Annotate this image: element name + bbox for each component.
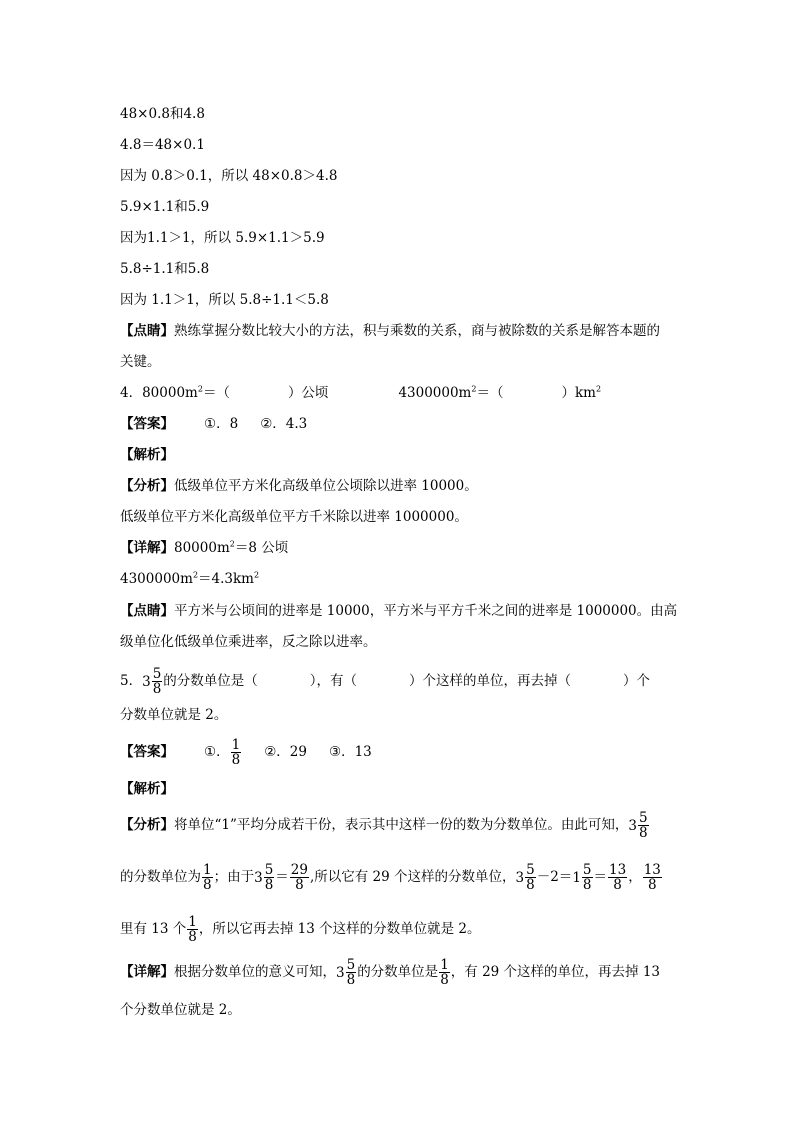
text-line: 5.8÷1.1和5.8 xyxy=(120,261,210,277)
text-line: 低级单位平方米化高级单位平方千米除以进率 1000000。 xyxy=(120,509,468,525)
text-line: 4.8＝48×0.1 xyxy=(120,137,205,153)
dianjing-line xyxy=(120,601,677,621)
question-4 xyxy=(120,383,601,403)
xiangjie-line: 【详解】根据分数单位的意义可知， 3 $\frac{5}{8}$ 的分数单位是 $\frac{1}{8}$ ，有 29 个这样的单位，再去掉 13 xyxy=(120,956,661,988)
dianjing-text: 熟练掌握分数比较大小的方法，积与乘数的关系，商与被除数的关系是解答本题的 xyxy=(174,323,660,339)
mixed-fraction: 3 $\frac{5}{8}$ xyxy=(142,665,162,697)
answer-value: ②．4.3 xyxy=(260,416,308,432)
superscript: 2 xyxy=(471,384,477,394)
answer-line xyxy=(120,414,307,434)
fenxi-math-line: 的分数单位为 $\frac{1}{8}$ ；由于 3 $\frac{5}{8}$ ＝ $\frac{29}{8}$ ,所以它有 29 个这样的分数单位， 3 $\frac{5}{8}$ －2＝ 1 $\frac{5}{8}$ ＝ $\frac{13}{8}$ ， $\frac{13}{8}$ xyxy=(120,861,661,893)
dianjing-text: 平方米与公顷间的进率是 10000，平方米与平方千米之间的进率是 1000000。由高 xyxy=(174,603,678,619)
answer-value: ①．8 xyxy=(204,416,239,432)
q4-text: ）公顷 xyxy=(287,385,329,401)
xiangjie-line: 【详解】$80000m^2=8$ 公顷 xyxy=(120,539,289,556)
q4-text: ＝（ xyxy=(476,385,504,401)
answer-tag: 【答案】 xyxy=(120,744,174,760)
superscript: 2 xyxy=(192,570,199,580)
dianjing-line xyxy=(120,321,660,341)
superscript: 2 xyxy=(253,570,260,580)
answer-line: 【答案】 ①． $\frac{1}{8}$ ②．29 ③．13 xyxy=(120,736,372,768)
text-line: 级单位化低级单位乘进率，反之除以进率。 xyxy=(120,634,377,650)
text-line: 48×0.8和4.8 xyxy=(120,106,205,122)
text-line: 5.9×1.1和5.9 xyxy=(120,199,210,215)
jiexi-tag: 【解析】 xyxy=(120,447,174,463)
xiangjie-tag: 【详解】 xyxy=(120,964,174,980)
dianjing-tag: 【点睛】 xyxy=(120,603,174,619)
text-line: 因为1.1＞1，所以 5.9×1.1＞5.9 xyxy=(120,230,325,246)
dianjing-tag: 【点睛】 xyxy=(120,323,174,339)
q4-text: 4300000m xyxy=(398,385,472,401)
fenxi-line: 里有 13 个 $\frac{1}{8}$ ，所以它再去掉 13 个这样的分数单位就是 2。 xyxy=(120,913,481,945)
fenxi-text: 低级单位平方米化高级单位公顷除以进率 10000。 xyxy=(174,478,478,494)
q4-text: ＝（ xyxy=(202,385,230,401)
question-5: 5． 3 $\frac{5}{8}$ 的分数单位是（ ），有（ ）个这样的单位，再去掉（ ）个 xyxy=(120,662,650,701)
q4-text: 4．80000m xyxy=(120,385,198,401)
fraction: $\frac{1}{8}$ xyxy=(231,736,241,768)
text-line: 分数单位就是 2。 xyxy=(120,707,228,723)
q4-text: ）km xyxy=(561,385,596,401)
superscript: 2 xyxy=(229,539,235,549)
xiangjie-tag: 【详解】 xyxy=(120,540,174,556)
answer-tag: 【答案】 xyxy=(120,416,174,432)
fenxi-line xyxy=(120,476,478,496)
fenxi-tag: 【分析】 xyxy=(120,817,174,833)
text-line: $4300000m^2=4.3km^2$ xyxy=(120,570,260,587)
superscript: 2 xyxy=(595,384,602,394)
fenxi-line: 【分析】将单位“1”平均分成若干份，表示其中这样一份的数为分数单位。由此可知， 3 $\frac{5}{8}$ xyxy=(120,806,650,845)
text-line: 个分数单位就是 2。 xyxy=(120,1002,241,1018)
text-line: 因为 1.1＞1，所以 5.8÷1.1＜5.8 xyxy=(120,292,329,308)
text-line: 关键。 xyxy=(120,354,161,370)
text-line: 因为 0.8＞0.1，所以 48×0.8＞4.8 xyxy=(120,168,338,184)
jiexi-tag: 【解析】 xyxy=(120,781,174,797)
fenxi-tag: 【分析】 xyxy=(120,478,174,494)
superscript: 2 xyxy=(197,384,203,394)
mixed-fraction: 3 $\frac{5}{8}$ xyxy=(628,809,648,841)
